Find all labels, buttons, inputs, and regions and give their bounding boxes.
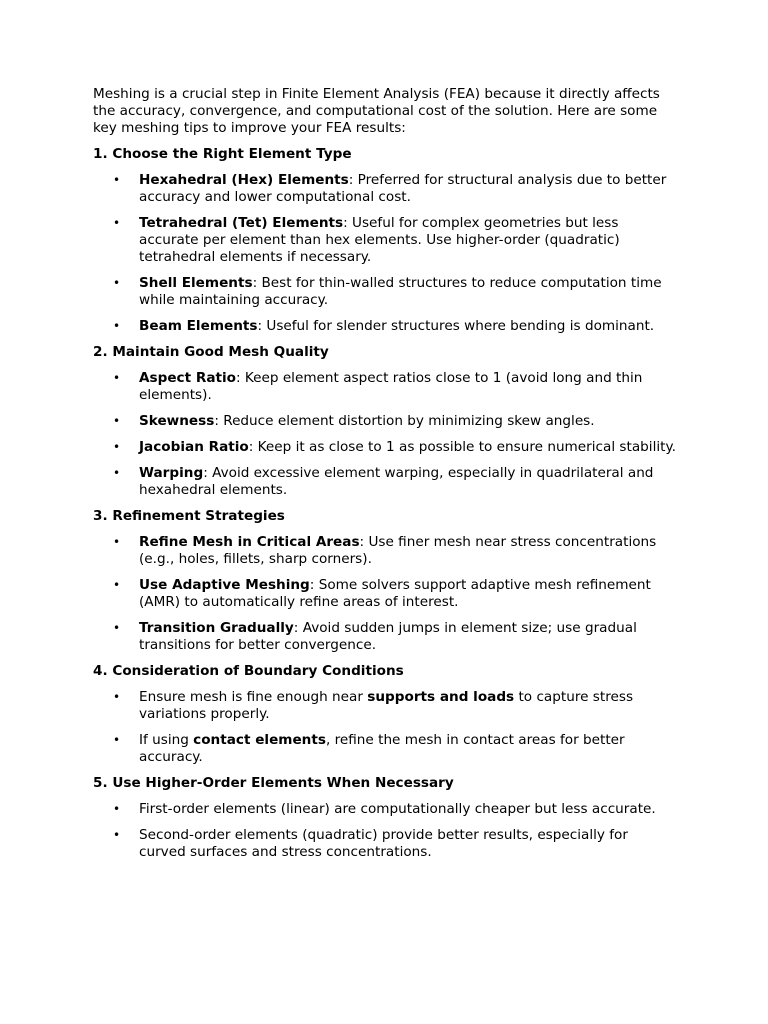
bullet-icon: • — [113, 216, 121, 230]
item-text: First-order elements (linear) are computationally cheaper but less accurate. — [139, 801, 656, 817]
bullet-icon: • — [113, 319, 121, 333]
list-item — [93, 732, 678, 766]
item-text: : Keep it as close to 1 as possible to ensure numerical stability. — [248, 439, 676, 455]
bullet-icon: • — [113, 621, 121, 635]
list-item — [93, 275, 678, 309]
list-item — [93, 827, 678, 861]
item-text: : Best for thin-walled structures to reduce computation time while maintaining accuracy. — [139, 275, 662, 308]
bullet-icon: • — [113, 733, 121, 747]
item-term: Hexahedral (Hex) Elements — [139, 172, 349, 188]
item-term: Aspect Ratio — [139, 370, 236, 386]
bullet-icon: • — [113, 578, 121, 592]
list-item — [93, 801, 678, 818]
item-term: Refine Mesh in Critical Areas — [139, 534, 360, 550]
list-item — [93, 172, 678, 206]
list-item — [93, 318, 678, 335]
item-text: : Use finer mesh near stress concentrations (e.g., holes, fillets, sharp corners). — [139, 534, 657, 567]
list-item — [93, 439, 678, 456]
item-term: Warping — [139, 465, 204, 481]
section-heading: 1. Choose the Right Element Type — [93, 146, 352, 162]
intro-paragraph: Meshing is a crucial step in Finite Element Analysis (FEA) because it directly affects the accuracy, convergence, and computational cost of the solution. Here are some key meshing tips to improve your FEA results: — [93, 86, 660, 136]
section-heading: 3. Refinement Strategies — [93, 508, 285, 524]
item-text: : Keep element aspect ratios close to 1 (avoid long and thin elements). — [139, 370, 643, 403]
list-item — [93, 413, 678, 430]
bullet-icon: • — [113, 371, 121, 385]
bullet-icon: • — [113, 440, 121, 454]
item-text: : Avoid excessive element warping, especially in quadrilateral and hexahedral elements. — [139, 465, 654, 498]
item-text: : Avoid sudden jumps in element size; use gradual transitions for better convergence. — [139, 620, 637, 653]
sections-container — [93, 146, 678, 861]
bullet-icon: • — [113, 173, 121, 187]
item-term: supports and loads — [367, 689, 515, 705]
section-heading: 5. Use Higher-Order Elements When Necessary — [93, 775, 454, 791]
section-heading: 2. Maintain Good Mesh Quality — [93, 344, 329, 360]
item-term: Transition Gradually — [139, 620, 294, 636]
list-item — [93, 370, 678, 404]
list-item — [93, 534, 678, 568]
bullet-icon: • — [113, 276, 121, 290]
item-text: : Reduce element distortion by minimizing skew angles. — [214, 413, 595, 429]
item-text: : Useful for complex geometries but less accurate per element than hex elements. Use higher-order (quadratic) tetrahedral elements if necessary. — [139, 215, 620, 265]
item-term: Tetrahedral (Tet) Elements — [139, 215, 344, 231]
bullet-icon: • — [113, 535, 121, 549]
item-text: : Preferred for structural analysis due to better accuracy and lower computational cost. — [139, 172, 667, 205]
item-text: : Some solvers support adaptive mesh refinement (AMR) to automatically refine areas of interest. — [139, 577, 651, 610]
bullet-list — [93, 689, 678, 766]
bullet-icon: • — [113, 828, 121, 842]
item-term: contact elements — [193, 732, 326, 748]
item-term: Jacobian Ratio — [139, 439, 249, 455]
bullet-list — [93, 172, 678, 335]
item-term: Shell Elements — [139, 275, 253, 291]
item-term: Use Adaptive Meshing — [139, 577, 310, 593]
list-item — [93, 465, 678, 499]
item-text: : Useful for slender structures where bending is dominant. — [257, 318, 655, 334]
list-item — [93, 689, 678, 723]
section-heading: 4. Consideration of Boundary Conditions — [93, 663, 404, 679]
list-item — [93, 215, 678, 266]
item-text: Ensure mesh is fine enough near — [139, 689, 368, 705]
item-text: , refine the mesh in contact areas for better accuracy. — [139, 732, 625, 765]
bullet-icon: • — [113, 414, 121, 428]
bullet-icon: • — [113, 690, 121, 704]
list-item — [93, 577, 678, 611]
list-item — [93, 620, 678, 654]
item-text: Second-order elements (quadratic) provide better results, especially for curved surfaces and stress concentrations. — [139, 827, 628, 860]
item-term: Beam Elements — [139, 318, 258, 334]
bullet-icon: • — [113, 466, 121, 480]
bullet-icon: • — [113, 802, 121, 816]
item-text: If using — [139, 732, 194, 748]
item-text: to capture stress variations properly. — [139, 689, 634, 722]
bullet-list — [93, 801, 678, 861]
bullet-list — [93, 370, 678, 499]
bullet-list — [93, 534, 678, 654]
item-term: Skewness — [139, 413, 215, 429]
